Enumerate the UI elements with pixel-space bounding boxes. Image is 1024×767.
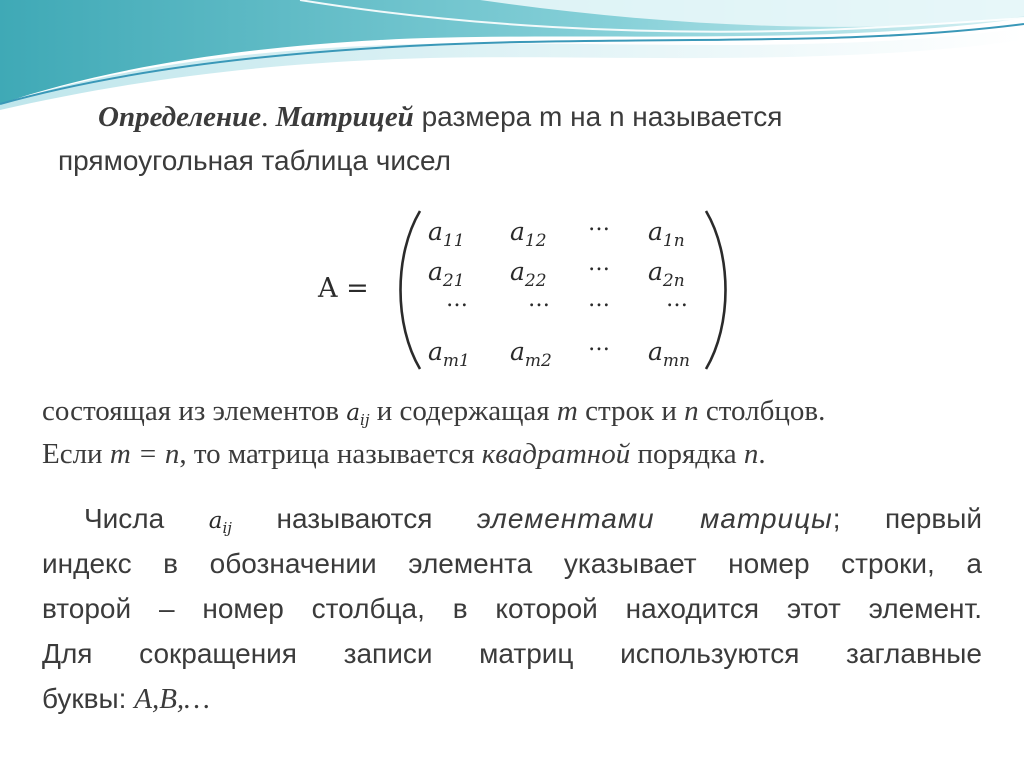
matrix-element [510, 217, 547, 251]
element-sub-2: ij [222, 519, 232, 537]
square-part4: . [758, 438, 766, 470]
consisting-part2: и содержащая [369, 395, 557, 427]
matrix-element [428, 257, 465, 291]
square-line [42, 437, 766, 471]
elements-line-4: Для сокращения записи матриц используются заглавные [42, 638, 982, 669]
square-italic: квадратной [481, 438, 631, 470]
matrix-ellipsis: … [588, 331, 610, 356]
matrix-element [648, 217, 685, 251]
matrix-element [428, 217, 465, 251]
matrix-element-base: a [648, 337, 663, 366]
matrix-element-sub: 11 [442, 231, 465, 251]
square-part3: порядка [630, 438, 744, 470]
square-eq: m = n [109, 438, 180, 470]
matrix-ellipsis: … [446, 287, 468, 312]
matrix-element-base: a [428, 337, 443, 366]
definition-separator: . [261, 101, 276, 133]
matrix-element-sub: mn [662, 351, 690, 371]
element-base-2: a [208, 508, 223, 534]
consisting-line [42, 394, 825, 437]
letters-list: A,B,… [134, 683, 210, 715]
matrix-term: Матрицей [275, 101, 414, 133]
definition-line-2: прямоугольная таблица чисел [58, 145, 451, 176]
matrix-element [648, 337, 690, 371]
matrix-element-base: a [510, 257, 525, 286]
elements-line-1 [84, 502, 982, 545]
right-paren [698, 205, 738, 375]
elements-line-2: индекс в обозначении элемента указывает номер строки, а [42, 548, 982, 579]
matrix-element [428, 337, 470, 371]
square-n: n [743, 438, 759, 470]
consisting-part1: состоящая из элементов [42, 395, 347, 427]
matrix-ellipsis: … [666, 287, 688, 312]
definition-line-1 [98, 100, 782, 134]
elements-line-3: второй – номер столбца, в которой находится этот элемент. [42, 593, 982, 624]
element-aij [346, 400, 370, 429]
left-paren [388, 205, 428, 375]
matrix-element-base: a [510, 217, 525, 246]
matrix-element-sub: 22 [524, 271, 547, 291]
definition-term: Определение [98, 101, 262, 133]
matrix-element-base: a [648, 217, 663, 246]
consisting-m: m [556, 395, 578, 427]
matrix-element-sub: 1n [662, 231, 685, 251]
matrix-ellipsis: … [588, 287, 610, 312]
matrix-element [510, 257, 547, 291]
elements-p3: ; первый [832, 503, 982, 534]
matrix-element-base: a [648, 257, 663, 286]
element-aij-2 [208, 508, 232, 537]
definition-rest: размера m на n называется [413, 101, 783, 132]
matrix-element [648, 257, 685, 291]
consisting-part3: строк и [577, 395, 685, 427]
consisting-n: n [684, 395, 699, 427]
matrix-ellipsis: … [528, 287, 550, 312]
matrix-element [510, 337, 552, 371]
matrix-element-sub: m2 [524, 351, 552, 371]
matrix-element-base: a [428, 257, 443, 286]
matrix-element-sub: 12 [524, 231, 547, 251]
letters-prefix: буквы: [42, 683, 135, 714]
elements-italic: элементами матрицы [476, 503, 833, 534]
elements-line-5 [42, 682, 210, 716]
matrix-formula [318, 205, 738, 375]
element-base: a [346, 400, 361, 426]
elements-p1: Числа [84, 503, 209, 534]
matrix-element-sub: m1 [442, 351, 470, 371]
square-part2: , то матрица называется [179, 438, 482, 470]
matrix-ellipsis: … [588, 211, 610, 236]
square-part1: Если [42, 438, 110, 470]
consisting-part4: столбцов. [698, 395, 826, 427]
matrix-element-sub: 2n [662, 271, 685, 291]
matrix-element-base: a [510, 337, 525, 366]
matrix-ellipsis: … [588, 251, 610, 276]
matrix-element-sub: 21 [442, 271, 465, 291]
elements-p2: называются [231, 503, 477, 534]
element-sub: ij [360, 411, 370, 429]
matrix-label: A = [318, 273, 369, 304]
matrix-element-base: a [428, 217, 443, 246]
